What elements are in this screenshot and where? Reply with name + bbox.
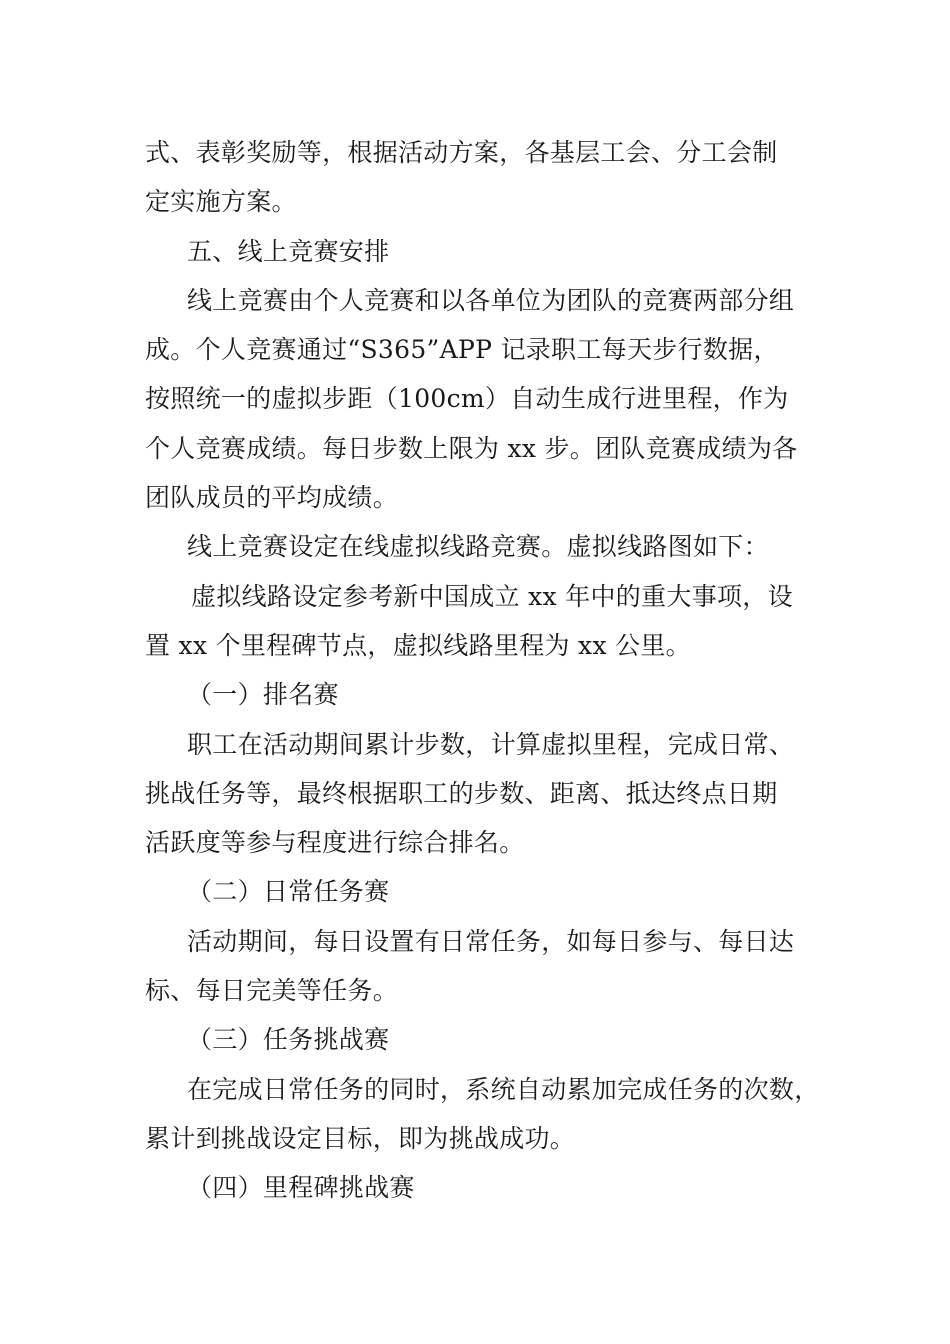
body-line: 线上竞赛设定在线虚拟线路竞赛。虚拟线路图如下： <box>187 532 769 562</box>
body-line: 活跃度等参与程度进行综合排名。 <box>145 828 525 858</box>
body-line: 定实施方案。 <box>145 187 297 217</box>
body-line: 虚拟线路设定参考新中国成立 xx 年中的重大事项，设 <box>191 581 793 611</box>
body-line: 成。个人竞赛通过“S365”APP 记录职工每天步行数据， <box>145 335 779 365</box>
body-line: 置 xx 个里程碑节点，虚拟线路里程为 xx 公里。 <box>145 630 691 660</box>
body-line: 挑战任务等，最终根据职工的步数、距离、抵达终点日期 <box>145 778 778 808</box>
body-line: 式、表彰奖励等，根据活动方案，各基层工会、分工会制 <box>145 138 778 167</box>
body-line: 团队成员的平均成绩。 <box>145 483 399 513</box>
body-line: 个人竞赛成绩。每日步数上限为 xx 步。团队竞赛成绩为各 <box>145 433 798 463</box>
body-line: 标、每日完美等任务。 <box>145 976 399 1006</box>
body-line: 活动期间，每日设置有日常任务，如每日参与、每日达 <box>187 926 795 956</box>
body-line: 线上竞赛由个人竞赛和以各单位为团队的竞赛两部分组 <box>187 285 795 315</box>
body-line: 职工在活动期间累计步数，计算虚拟里程，完成日常、 <box>187 729 795 759</box>
subsection-heading: （一）排名赛 <box>187 680 339 710</box>
body-line: 累计到挑战设定目标，即为挑战成功。 <box>145 1123 576 1153</box>
body-line: 在完成日常任务的同时，系统自动累加完成任务的次数， <box>187 1074 820 1104</box>
subsection-heading: （四）里程碑挑战赛 <box>187 1173 415 1203</box>
subsection-heading: （二）日常任务赛 <box>187 877 390 907</box>
document-body <box>145 128 825 1213</box>
section-heading: 五、线上竞赛安排 <box>187 236 390 266</box>
subsection-heading: （三）任务挑战赛 <box>187 1025 390 1055</box>
body-line: 按照统一的虚拟步距（100cm）自动生成行进里程，作为 <box>145 384 789 414</box>
